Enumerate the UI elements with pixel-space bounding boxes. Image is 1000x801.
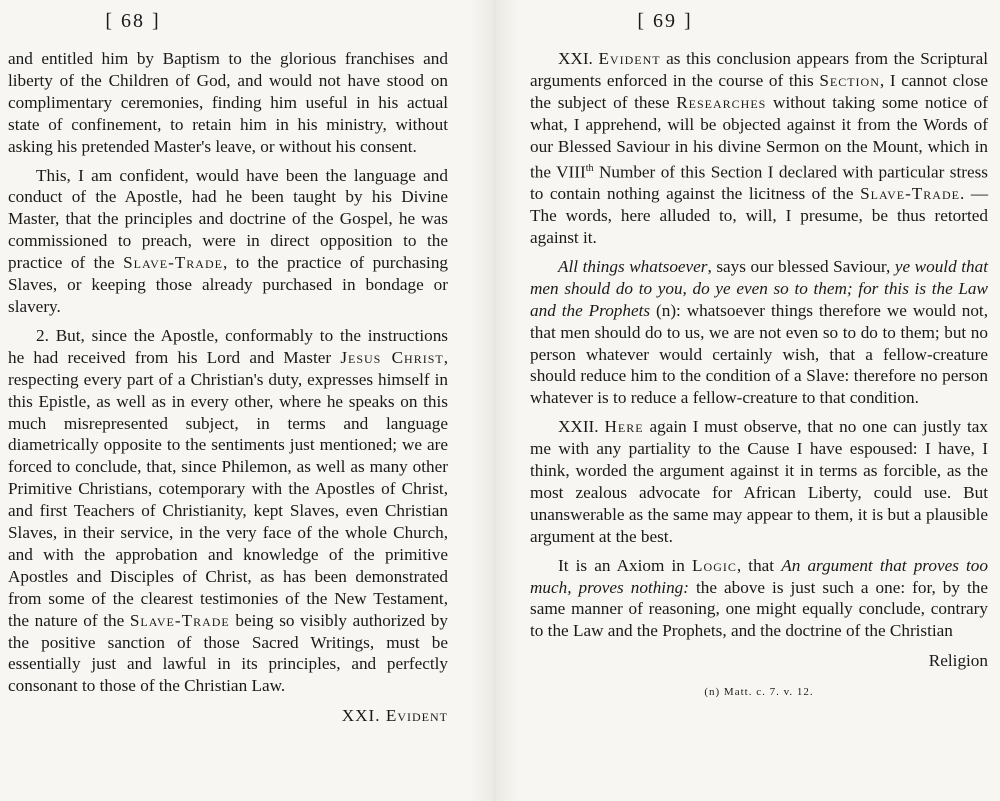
- right-page: [520, 0, 1000, 801]
- right-paragraph-2: All things whatsoever, says our blessed Saviour, ye would that men should do to you, do ye even so to them; for this is the Law and the Prophets (n): whatsoever things therefore we would not, that men should do to us, we are not even so to do to them; but no person whatever would certainly wish, that a fellow-creature should reduce him to the condition of a Slave: therefore no person whatever is to reduce a fellow-creature to that condition.: [530, 256, 988, 408]
- right-paragraph-3: XXII. Here again I must observe, that no one can justly tax me with any partiality to the Cause I have espoused: I have, I think, worded the argument against it in terms as forcible, as the most zealous advocate for African Liberty, could use. But unanswerable as the same may appear to them, it is but a plausible argument at the best.: [530, 417, 988, 546]
- right-paragraph-1: XXI. Evident as this conclusion appears from the Scriptural arguments enforced in the course of this Section, I cannot close the subject of these Researches without taking some notice of what, I apprehend, will be objected against it from the Words of our Blessed Saviour in his divine Sermon on the Mount, which in the VIIIth Number of this Section I declared with particular stress to contain nothing against the licitness of the Slave-Trade. —The words, here alluded to, will, I presume, be thus retorted against it.: [530, 49, 989, 247]
- page-number-right: [ 69 ]: [637, 10, 693, 32]
- book-gutter: [470, 0, 520, 801]
- footnote: (n) Matt. c. 7. v. 12.: [704, 686, 814, 699]
- left-paragraph-3: 2. But, since the Apostle, conformably to the instructions he had received from his Lord and Master Jesus Christ, respecting every part of a Christian's duty, expresses himself in this Epistle, as well as in every other, where he speaks on this much misrepresented subject, in terms and language diametrically opposite to the sentiments just mentioned; we are forced to conclude, that, since Philemon, as well as many other Primitive Christians, cotemporary with the Apostles of Christ, and first Teachers of Christianity, kept Slaves, even Christian Slaves, in their service, in the very face of the whole Church, and with the approbation and knowledge of the primitive Apostles and Disciples of Christ, as has been demonstrated from some of the clearest testimonies of the New Testament, the nature of the Slave-Trade being so visibly authorized by the positive sanction of those Sacred Writings, must be essentially just and lawful in its principles, and perfectly consonant to those of the Christian Law.: [8, 325, 448, 696]
- page-number-left: [ 68 ]: [105, 10, 161, 32]
- left-page: [0, 0, 470, 801]
- catchword-right: Religion: [928, 651, 988, 671]
- right-paragraph-4: It is an Axiom in Logic, that An argument that proves too much, proves nothing: the above is just such a one: for, by the same manner of reasoning, one might equally conclude, contrary to the Law and the Prophets, and the doctrine of the Christian: [530, 555, 988, 641]
- catchword-left: XXI. Evident: [341, 706, 448, 726]
- left-paragraph-1: and entitled him by Baptism to the glorious franchises and liberty of the Children of God, and would not have stood on complimentary ceremonies, finding him useful in his actual state of confinement, to retain him in his ministry, without asking his pretended Master's leave, or without his consent.: [8, 49, 448, 156]
- left-paragraph-2: This, I am confident, would have been the language and conduct of the Apostle, had he been taught by his Divine Master, that the principles and doctrine of the Gospel, he was commissioned to preach, were in direct opposition to the practice of the Slave-Trade, to the practice of purchasing Slaves, or keeping those already purchased in bondage or slavery.: [8, 165, 449, 316]
